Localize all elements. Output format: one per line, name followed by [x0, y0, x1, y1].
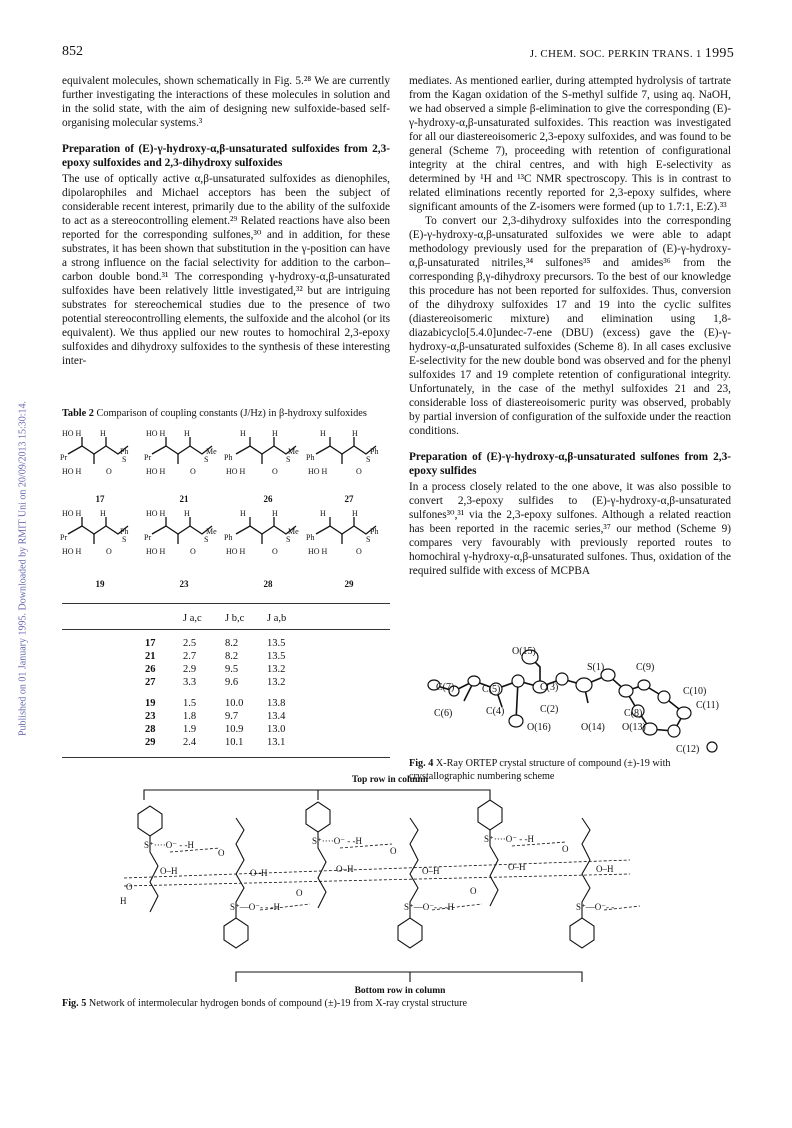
svg-text:H: H — [240, 429, 246, 438]
svg-text:HO H: HO H — [308, 467, 328, 476]
svg-text:S: S — [286, 455, 291, 464]
svg-text:O–H: O–H — [160, 866, 178, 876]
jbc-cell: 10.0 — [225, 698, 244, 709]
jab-cell: 13.1 — [267, 737, 286, 748]
fig5-label: Fig. 5 — [62, 998, 87, 1009]
structure-label: 23 — [179, 579, 189, 589]
svg-text:H: H — [240, 509, 246, 518]
compound-cell: 17 — [145, 638, 156, 649]
svg-text:O–H: O–H — [336, 864, 354, 874]
table2-header-rule — [62, 629, 390, 630]
jbc-cell: 10.1 — [225, 737, 244, 748]
svg-text:S⁺····O⁻ - -H: S⁺····O⁻ - -H — [312, 836, 362, 846]
svg-text:O–H: O–H — [250, 868, 268, 878]
svg-text:Me: Me — [206, 527, 217, 536]
svg-text:Ph: Ph — [120, 527, 129, 536]
svg-text:O: O — [190, 547, 196, 556]
jbc-cell: 10.9 — [225, 724, 244, 735]
svg-text:H: H — [100, 509, 106, 518]
atom-label: S(1) — [587, 662, 605, 673]
svg-text:HO H: HO H — [146, 429, 166, 438]
compound-cell: 29 — [145, 737, 156, 748]
right-paragraph-3: In a process closely related to the one above, it was also possible to convert 2,3-epoxy sulfides to (E)-γ-hydroxy-α,β-unsaturated sulfones³⁰,³¹ via the 2,3-epoxy sulfones. Although a related reaction has been reported in the racemic series,³⁷ our method (Scheme 9) compares very favourably with previously reported routes to homochiral γ-hydroxy-α,β-unsaturated sulfones. Thus, oxidation of the required sulfide with excess of MCPBA — [409, 481, 731, 577]
download-watermark-text: Published on 01 January 1995. Downloaded by RMIT Uni on 20/09/2013 15:30:14. — [17, 400, 29, 737]
atom-label: C(5) — [482, 684, 501, 695]
section-heading-sulfones: Preparation of (E)-γ-hydroxy-α,β-unsaturated sulfones from 2,3-epoxy sulfides — [409, 451, 731, 477]
svg-text:H: H — [352, 509, 358, 518]
svg-text:O: O — [390, 846, 397, 856]
svg-text:Ph: Ph — [306, 533, 315, 542]
svg-text:O: O — [296, 888, 303, 898]
structure-label: 27 — [344, 494, 354, 504]
svg-text:HO H: HO H — [62, 509, 82, 518]
table-row — [145, 736, 309, 749]
journal-name: J. CHEM. SOC. PERKIN TRANS. 1 — [529, 48, 702, 60]
svg-text:Pr: Pr — [144, 533, 152, 542]
table2-label: Table 2 — [62, 408, 94, 419]
svg-text:H: H — [184, 429, 190, 438]
jab-cell: 13.5 — [267, 638, 286, 649]
jac-cell: 2.5 — [183, 638, 197, 649]
svg-text:S: S — [122, 535, 127, 544]
svg-text:HO H: HO H — [146, 509, 166, 518]
col-header-jbc: J b,c — [225, 613, 245, 624]
svg-text:HO H: HO H — [62, 547, 82, 556]
compound-cell: 26 — [145, 664, 156, 675]
svg-text:Me: Me — [288, 447, 299, 456]
svg-text:S: S — [204, 535, 209, 544]
fig5-caption — [62, 998, 732, 1011]
jac-cell: 1.8 — [183, 711, 197, 722]
running-header — [530, 46, 734, 62]
svg-text:.: . — [522, 643, 523, 644]
svg-text:HO H: HO H — [146, 467, 166, 476]
jbc-cell: 8.2 — [225, 638, 239, 649]
jab-cell: 13.2 — [267, 677, 286, 688]
structure-label: 29 — [344, 579, 354, 589]
svg-text:S⁺—O⁻- - -H: S⁺—O⁻- - -H — [230, 902, 280, 912]
svg-text:Ph: Ph — [370, 527, 379, 536]
structure-label: 26 — [263, 494, 273, 504]
jbc-cell: 9.6 — [225, 677, 239, 688]
svg-text:Ph: Ph — [370, 447, 379, 456]
table2-caption-text: Comparison of coupling constants (J/Hz) in β-hydroxy sulfoxides — [96, 408, 367, 419]
fig5-hbond-network — [110, 786, 670, 986]
section-heading-sulfoxides: Preparation of (E)-γ-hydroxy-α,β-unsaturated sulfoxides from 2,3-epoxy sulfoxides and 2,3-dihydroxy sulfoxides — [62, 143, 390, 169]
jac-cell: 1.9 — [183, 724, 197, 735]
atom-label: C(6) — [434, 708, 453, 719]
structure-label: 21 — [179, 494, 189, 504]
svg-text:S: S — [204, 455, 209, 464]
svg-text:S⁺····O⁻ - -H: S⁺····O⁻ - -H — [144, 840, 194, 850]
page-number: 852 — [62, 44, 83, 59]
table2-caption — [62, 407, 390, 420]
svg-text:S: S — [366, 455, 371, 464]
svg-text:O: O — [272, 467, 278, 476]
right-paragraph-1: mediates. As mentioned earlier, during attempted hydrolysis of tartrate from the Kagan oxidation of the S-methyl sulfide 7, using aq. NaOH, we had observed a simple β-elimination to give the corresponding (E)-γ-hydroxy-α,β-unsaturated sulfoxides. This reaction was investigated for all our diastereoisomeric 2,3-epoxy sulfoxides, and was found to be general (Scheme 7), proceeding with retention of configurational integrity at the chiral centres, and with high E-selectivity as determined by ¹H and ¹³C NMR spectroscopy. This is in contrast to related eliminations recently reported for 2,3-epoxy sulfides, where significant amounts of the Z-isomers were formed (up to 1.7:1, E:Z).³³ — [409, 75, 731, 213]
svg-text:HO H: HO H — [226, 547, 246, 556]
table-row — [145, 663, 309, 676]
download-watermark — [8, 205, 29, 935]
svg-text:Pr: Pr — [144, 453, 152, 462]
svg-text:HO H: HO H — [226, 467, 246, 476]
jbc-cell: 9.7 — [225, 711, 239, 722]
svg-text:H: H — [320, 429, 326, 438]
atom-label: C(2) — [540, 704, 559, 715]
atom-label: C(4) — [486, 706, 505, 717]
compound-cell: 27 — [145, 677, 156, 688]
svg-text:O: O — [218, 848, 225, 858]
svg-text:O: O — [470, 886, 477, 896]
svg-text:O: O — [106, 547, 112, 556]
atom-label: C(12) — [676, 744, 700, 755]
right-paragraph-2: To convert our 2,3-dihydroxy sulfoxides into the corresponding (E)-γ-hydroxy-α,β-unsaturated sulfoxides we were able to adapt methodology previously used for the preparation of (E)-γ-hydroxy-α,β-unsaturated nitriles,³⁴ sulfones³⁵ and amides³⁶ from the corresponding β,γ-dihydroxy precursors. To the best of our knowledge this procedure has not been reported for sulfoxides. Thus, conversion of the dihydroxy sulfoxides 17 and 19 into the cyclic sulfites (diastereoisomeric mixture) and elimination using 1,8-diazabicyclo[5.4.0]undec-7-ene (DBU) (excess) gave the (E)-γ-hydroxy-α,β-unsaturated sulfoxides (Scheme 8). In all cases exclusive E-selectivity for the new double bond was observed and for the phenyl sulfoxides 17 and 19 complete retention of configurational integrity. Unfortunately, in the case of the methyl sulfoxides 21 and 23, considerable loss of diastereoisomeric purity was observed, probably by partial inversion of configuration of the sulfoxide under the reaction conditions. — [409, 215, 731, 437]
svg-text:Ph: Ph — [224, 453, 233, 462]
jab-cell: 13.8 — [267, 698, 286, 709]
compound-cell: 19 — [145, 698, 156, 709]
atom-label: C(8) — [624, 708, 643, 719]
svg-text:O: O — [272, 547, 278, 556]
svg-text:Ph: Ph — [306, 453, 315, 462]
jbc-cell: 8.2 — [225, 651, 239, 662]
svg-text:H: H — [120, 896, 127, 906]
fig5-bottom-label: Bottom row in column — [354, 986, 446, 996]
jab-cell: 13.2 — [267, 664, 286, 675]
svg-text:H: H — [272, 429, 278, 438]
svg-text:S: S — [366, 535, 371, 544]
svg-text:HO H: HO H — [146, 547, 166, 556]
jac-cell: 1.5 — [183, 698, 197, 709]
compound-cell: 21 — [145, 651, 156, 662]
atom-label: C(10) — [683, 686, 707, 697]
svg-text:H: H — [352, 429, 358, 438]
svg-text:O: O — [562, 844, 569, 854]
left-column — [62, 74, 390, 368]
jac-cell: 2.7 — [183, 651, 197, 662]
left-paragraph-1: The use of optically active α,β-unsaturated sulfoxides as dienophiles, dipolarophiles and Michael acceptors has been the subject of considerable recent interest, primarily due to the ability of the sulfoxide to act as a stereocontrolling element.²⁹ Related reactions have also been reported for the corresponding sulfones,³⁰ and in addition, for these substrates, it has been shown that substitution in the γ-position can have a strong influence on the facial selectivity for addition to the carbon–carbon double bond.³¹ The corresponding γ-hydroxy-α,β-unsaturated sulfoxides have been relatively little investigated,³² but are intriguing substrates for stereochemical studies due to the presence of two potential stereocontrolling elements, the sulfoxide and the alcohol (or its equivalent). We thus applied our new routes to homochiral 2,3-epoxy sulfoxides and dihydroxy sulfoxides to the synthesis of these interesting inter- — [62, 173, 390, 367]
table-row — [145, 650, 309, 663]
table-row — [145, 637, 309, 650]
left-intro-paragraph: equivalent molecules, shown schematically in Fig. 5.²⁸ We are currently further investigating the interactions of these molecules in solution and in the solid state, with the aim of designing new sulfoxide-based self-organising molecular systems.³ — [62, 75, 390, 129]
compound-cell: 28 — [145, 724, 156, 735]
svg-text:S: S — [286, 535, 291, 544]
atom-label: O(16) — [527, 722, 551, 733]
structure-label: 17 — [95, 494, 105, 504]
svg-text:O–H: O–H — [508, 862, 526, 872]
svg-text:O: O — [106, 467, 112, 476]
jab-cell: 13.0 — [267, 724, 286, 735]
atom-label: C(9) — [636, 662, 655, 673]
atom-label: C(7) — [436, 682, 455, 693]
svg-text:HO H: HO H — [62, 429, 82, 438]
table-row — [145, 676, 309, 689]
table-row — [145, 697, 309, 710]
svg-text:Me: Me — [206, 447, 217, 456]
svg-text:H: H — [100, 429, 106, 438]
col-header-jac: J a,c — [183, 613, 202, 624]
jab-cell: 13.4 — [267, 711, 286, 722]
svg-text:H: H — [320, 509, 326, 518]
jab-cell: 13.5 — [267, 651, 286, 662]
svg-text:H: H — [184, 509, 190, 518]
atom-label: C(3) — [540, 682, 559, 693]
table2-group1 — [145, 637, 309, 689]
table2-header — [145, 612, 309, 625]
svg-text:O: O — [190, 467, 196, 476]
structure-label: 28 — [263, 579, 273, 589]
table2-bottom-rule — [62, 757, 390, 758]
svg-text:O: O — [356, 467, 362, 476]
fig4-label: Fig. 4 — [409, 758, 434, 769]
table2-top-rule — [62, 603, 390, 604]
svg-text:Ph: Ph — [224, 533, 233, 542]
svg-text:O: O — [126, 882, 133, 892]
structure-label: 19 — [95, 579, 105, 589]
atom-label: O(13) — [622, 722, 646, 733]
svg-text:HO H: HO H — [62, 467, 82, 476]
svg-text:O–H: O–H — [596, 864, 614, 874]
jac-cell: 2.9 — [183, 664, 197, 675]
compound-cell: 23 — [145, 711, 156, 722]
jac-cell: 3.3 — [183, 677, 197, 688]
fig5-top-label: Top row in column — [351, 775, 429, 785]
table-row — [145, 723, 309, 736]
col-header-jab: J a,b — [267, 613, 287, 624]
svg-text:S⁺····O⁻ - -H: S⁺····O⁻ - -H — [484, 834, 534, 844]
svg-text:Me: Me — [288, 527, 299, 536]
jbc-cell: 9.5 — [225, 664, 239, 675]
journal-year: 1995 — [704, 46, 734, 61]
table2-group2 — [145, 697, 309, 749]
svg-text:Pr: Pr — [60, 453, 68, 462]
table2-structures — [60, 429, 390, 592]
svg-text:S⁺—O⁻- - -H: S⁺—O⁻- - -H — [404, 902, 454, 912]
svg-text:O–H: O–H — [422, 866, 440, 876]
atom-label: O(14) — [581, 722, 605, 733]
svg-text:Pr: Pr — [60, 533, 68, 542]
svg-text:S: S — [122, 455, 127, 464]
svg-text:H: H — [272, 509, 278, 518]
fig5-caption-text: Network of intermolecular hydrogen bonds of compound (±)-19 from X-ray crystal structure — [88, 998, 468, 1009]
svg-text:S⁺—O⁻- -: S⁺—O⁻- - — [576, 902, 615, 912]
jac-cell: 2.4 — [183, 737, 197, 748]
svg-text:HO H: HO H — [308, 547, 328, 556]
svg-text:Ph: Ph — [120, 447, 129, 456]
atom-label: O(15) — [512, 646, 536, 657]
right-column — [409, 74, 731, 578]
table-row — [145, 710, 309, 723]
svg-text:O: O — [356, 547, 362, 556]
atom-label: C(11) — [696, 700, 719, 711]
fig4-caption-text: X-Ray ORTEP crystal structure of compound (±)-19 with crystallographic numbering scheme — [409, 758, 671, 782]
